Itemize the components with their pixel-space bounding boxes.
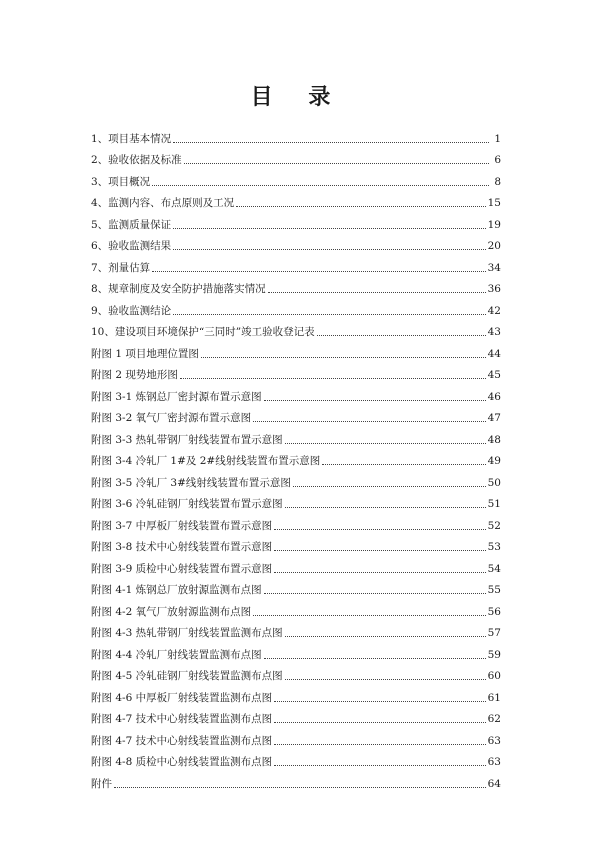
dot-leader bbox=[274, 700, 486, 702]
toc-entry-page-number: 57 bbox=[487, 627, 501, 639]
dot-leader bbox=[274, 549, 486, 551]
dot-leader bbox=[173, 248, 485, 250]
toc-entry-page-number: 56 bbox=[487, 605, 501, 618]
toc-entry-page-number: 6 bbox=[494, 154, 501, 166]
toc-entry[interactable] bbox=[91, 189, 501, 211]
toc-entry[interactable] bbox=[91, 296, 501, 318]
dot-leader bbox=[152, 270, 485, 272]
toc-entry-page-number: 63 bbox=[487, 734, 501, 747]
toc-entry-label: 3、项目概况 bbox=[91, 175, 151, 188]
dot-leader bbox=[285, 442, 486, 444]
toc-entry-page-number: 44 bbox=[487, 347, 501, 360]
toc-entry-label: 9、验收监测结论 bbox=[91, 304, 172, 317]
toc-entry-label: 4、监测内容、布点原则及工况 bbox=[91, 197, 235, 209]
toc-entry-page-number: 36 bbox=[487, 283, 501, 295]
toc-entry-label: 7、剂量估算 bbox=[91, 261, 151, 274]
dot-leader bbox=[274, 721, 486, 723]
toc-entry-page-number: 62 bbox=[487, 713, 501, 725]
toc-entry[interactable] bbox=[91, 748, 501, 770]
toc-entry-page-number: 42 bbox=[487, 304, 501, 317]
toc-entry[interactable] bbox=[91, 533, 501, 555]
toc-entry[interactable] bbox=[91, 124, 501, 146]
dot-leader bbox=[317, 334, 486, 336]
toc-entry[interactable] bbox=[91, 232, 501, 254]
dot-leader bbox=[274, 743, 486, 745]
toc-entry-label: 附图 3-4 冷轧厂 1#及 2#线射线装置布置示意图 bbox=[91, 455, 321, 467]
toc-entry[interactable] bbox=[91, 146, 501, 168]
dot-leader bbox=[274, 764, 486, 766]
toc-entry-page-number: 52 bbox=[487, 519, 501, 532]
toc-entry-label: 附图 3-5 冷轧厂 3#线射线装置布置示意图 bbox=[91, 476, 291, 489]
toc-entry-label: 2、验收依据及标准 bbox=[91, 154, 182, 166]
toc-entry-label: 附图 3-9 质检中心射线装置布置示意图 bbox=[91, 562, 273, 575]
toc-entry-label: 附图 3-8 技术中心射线装置布置示意图 bbox=[91, 541, 273, 553]
toc-entry[interactable] bbox=[91, 576, 501, 598]
toc-entry-page-number: 55 bbox=[487, 584, 501, 596]
toc-entry[interactable] bbox=[91, 490, 501, 512]
toc-entry[interactable] bbox=[91, 554, 501, 576]
toc-entry-page-number: 60 bbox=[487, 670, 501, 682]
toc-entry[interactable] bbox=[91, 275, 501, 297]
dot-leader bbox=[173, 141, 489, 143]
toc-entry-page-number: 53 bbox=[487, 541, 501, 553]
toc-entry[interactable] bbox=[91, 597, 501, 619]
toc-entry-label: 附图 3-7 中厚板厂射线装置布置示意图 bbox=[91, 519, 273, 532]
toc-entry[interactable] bbox=[91, 167, 501, 189]
toc-entry-page-number: 48 bbox=[487, 433, 501, 446]
dot-leader bbox=[268, 291, 486, 293]
page-title: 目 录 bbox=[250, 85, 345, 110]
toc-entry-label: 附图 4-3 热轧带钢厂射线装置监测布点图 bbox=[91, 627, 283, 639]
toc-entry-page-number: 19 bbox=[487, 218, 501, 231]
toc-entry[interactable] bbox=[91, 619, 501, 641]
toc-entry[interactable] bbox=[91, 705, 501, 727]
toc-entry-label: 附图 4-4 冷轧厂射线装置监测布点图 bbox=[91, 648, 262, 661]
dot-leader bbox=[285, 635, 486, 637]
dot-leader bbox=[285, 506, 486, 508]
dot-leader bbox=[184, 162, 489, 164]
dot-leader bbox=[253, 420, 486, 422]
toc-entry-label: 10、建设项目环境保护“三同时”竣工验收登记表 bbox=[91, 326, 315, 338]
toc-entry-page-number: 1 bbox=[494, 132, 501, 145]
dot-leader bbox=[264, 399, 486, 401]
toc-entry[interactable] bbox=[91, 447, 501, 469]
toc-entry[interactable] bbox=[91, 769, 501, 791]
dot-leader bbox=[201, 356, 486, 358]
dot-leader bbox=[274, 571, 486, 573]
dot-leader bbox=[264, 592, 486, 594]
toc-entry-page-number: 47 bbox=[487, 412, 501, 424]
dot-leader bbox=[293, 485, 486, 487]
dot-leader bbox=[322, 463, 485, 465]
dot-leader bbox=[173, 227, 485, 229]
toc-entry[interactable] bbox=[91, 318, 501, 340]
dot-leader bbox=[180, 377, 486, 379]
toc-entry-label: 附图 2 现势地形图 bbox=[91, 369, 178, 381]
toc-entry-label: 附图 4-7 技术中心射线装置监测布点图 bbox=[91, 734, 273, 747]
toc-entry-label: 8、规章制度及安全防护措施落实情况 bbox=[91, 283, 266, 295]
dot-leader bbox=[264, 657, 486, 659]
toc-entry-page-number: 45 bbox=[487, 369, 501, 381]
toc-entry-label: 附件 bbox=[91, 777, 112, 790]
toc-entry[interactable] bbox=[91, 726, 501, 748]
toc-entry-label: 附图 4-7 技术中心射线装置监测布点图 bbox=[91, 713, 273, 725]
toc-entry-label: 附图 4-6 中厚板厂射线装置监测布点图 bbox=[91, 691, 273, 704]
dot-leader bbox=[236, 205, 485, 207]
toc-entry-page-number: 59 bbox=[487, 648, 501, 661]
toc-entry[interactable] bbox=[91, 339, 501, 361]
toc-entry[interactable] bbox=[91, 662, 501, 684]
toc-entry-page-number: 50 bbox=[487, 476, 501, 489]
toc-entry-label: 附图 3-3 热轧带钢厂射线装置布置示意图 bbox=[91, 433, 283, 446]
dot-leader bbox=[253, 614, 486, 616]
toc-entry-page-number: 61 bbox=[487, 691, 501, 704]
toc-entry-page-number: 49 bbox=[487, 455, 501, 467]
toc-entry-page-number: 63 bbox=[487, 756, 501, 768]
toc-entry[interactable] bbox=[91, 511, 501, 533]
toc-entry[interactable] bbox=[91, 468, 501, 490]
toc-entry-label: 附图 4-8 质检中心射线装置监测布点图 bbox=[91, 756, 273, 768]
dot-leader bbox=[173, 313, 485, 315]
toc-entry-page-number: 54 bbox=[487, 562, 501, 575]
toc-entry[interactable] bbox=[91, 253, 501, 275]
toc-entry-label: 6、验收监测结果 bbox=[91, 240, 172, 252]
toc-entry[interactable] bbox=[91, 361, 501, 383]
toc-entry-page-number: 34 bbox=[487, 261, 501, 274]
toc-entry-label: 附图 3-2 氧气厂密封源布置示意图 bbox=[91, 412, 252, 424]
toc-entry-page-number: 46 bbox=[487, 390, 501, 403]
toc-entry-label: 附图 4-1 炼钢总厂放射源监测布点图 bbox=[91, 584, 262, 596]
toc-entry[interactable] bbox=[91, 683, 501, 705]
dot-leader bbox=[114, 786, 486, 788]
toc-entry-page-number: 64 bbox=[487, 777, 501, 790]
toc-entry[interactable] bbox=[91, 210, 501, 232]
toc-entry-label: 附图 1 项目地理位置图 bbox=[91, 347, 199, 360]
toc-entry-label: 附图 4-2 氧气厂放射源监测布点图 bbox=[91, 605, 252, 618]
toc-entry-label: 附图 3-6 冷轧硅钢厂射线装置布置示意图 bbox=[91, 498, 283, 510]
toc-entry-page-number: 51 bbox=[487, 498, 501, 510]
toc-entry[interactable] bbox=[91, 425, 501, 447]
toc-entry-page-number: 15 bbox=[487, 197, 501, 209]
table-of-contents bbox=[91, 124, 501, 791]
toc-entry[interactable] bbox=[91, 404, 501, 426]
toc-entry-label: 5、监测质量保证 bbox=[91, 218, 172, 231]
toc-entry-page-number: 43 bbox=[487, 326, 501, 338]
dot-leader bbox=[274, 528, 486, 530]
toc-entry[interactable] bbox=[91, 382, 501, 404]
toc-entry-label: 1、项目基本情况 bbox=[91, 132, 172, 145]
toc-entry-page-number: 8 bbox=[494, 175, 501, 188]
dot-leader bbox=[152, 184, 489, 186]
toc-entry[interactable] bbox=[91, 640, 501, 662]
toc-entry-page-number: 20 bbox=[487, 240, 501, 252]
toc-entry-label: 附图 3-1 炼钢总厂密封源布置示意图 bbox=[91, 390, 262, 403]
toc-entry-label: 附图 4-5 冷轧硅钢厂射线装置监测布点图 bbox=[91, 670, 283, 682]
dot-leader bbox=[285, 678, 486, 680]
